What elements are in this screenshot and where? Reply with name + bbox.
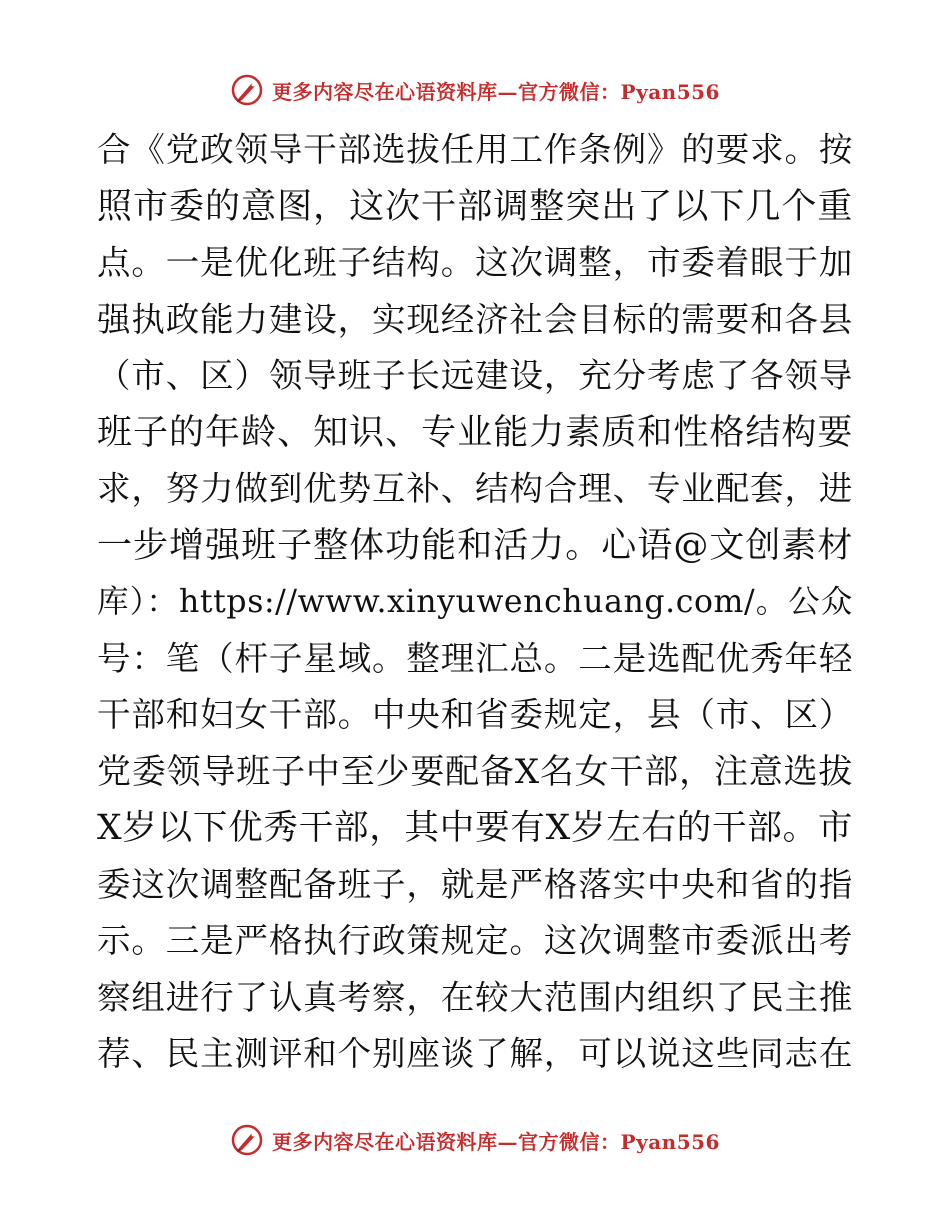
text-line: X岁以下优秀干部，其中要有X岁左右的干部。市 [97,808,853,848]
text-line: 求，努力做到优势互补、结构合理、专业配套，进 [97,469,853,508]
header-watermark [0,70,950,110]
watermark-text: 更多内容尽在心语资料库—官方微信：Pyan556 [272,79,720,104]
text-line: 荐、民主测评和个别座谈了解，可以说这些同志在 [97,1034,853,1073]
text-line: 合《党政领导干部选拔任用工作条例》的要求。按 [97,130,853,169]
text-line: 干部和妇女干部。中央和省委规定，县（市、区） [97,695,853,734]
text-line: 号：笔（杆子星域。整理汇总。二是选配优秀年轻 [97,638,853,678]
watermark-text: 更多内容尽在心语资料库—官方微信：Pyan556 [272,1129,720,1154]
text-line: 察组进行了认真考察，在较大范围内组织了民主推 [97,977,853,1017]
pen-logo-icon [230,73,264,107]
text-line: 党委领导班子中至少要配备X名女干部，注意选拔 [97,751,853,792]
text-line: 照市委的意图，这次干部调整突出了以下几个重 [97,186,853,227]
text-line: 示。三是严格执行政策规定。这次调整市委派出考 [97,921,853,960]
text-line: 库）：https://www.xinyuwenchuang.com/。公众 [97,584,853,620]
pen-logo-icon [230,1123,264,1157]
text-line: （市、区）领导班子长远建设，充分考虑了各领导 [97,356,853,395]
text-line: 班子的年龄、知识、专业能力素质和性格结构要 [97,412,853,453]
text-line: 委这次调整配备班子，就是严格落实中央和省的指 [97,864,853,904]
text-line: 点。一是优化班子结构。这次调整，市委着眼于加 [97,243,853,282]
body-paragraph [97,122,853,1083]
footer-watermark [0,1120,950,1160]
text-line: 强执政能力建设，实现经济社会目标的需要和各县 [97,299,853,339]
text-line: 一步增强班子整体功能和活力。心语@文创素材 [97,525,853,566]
